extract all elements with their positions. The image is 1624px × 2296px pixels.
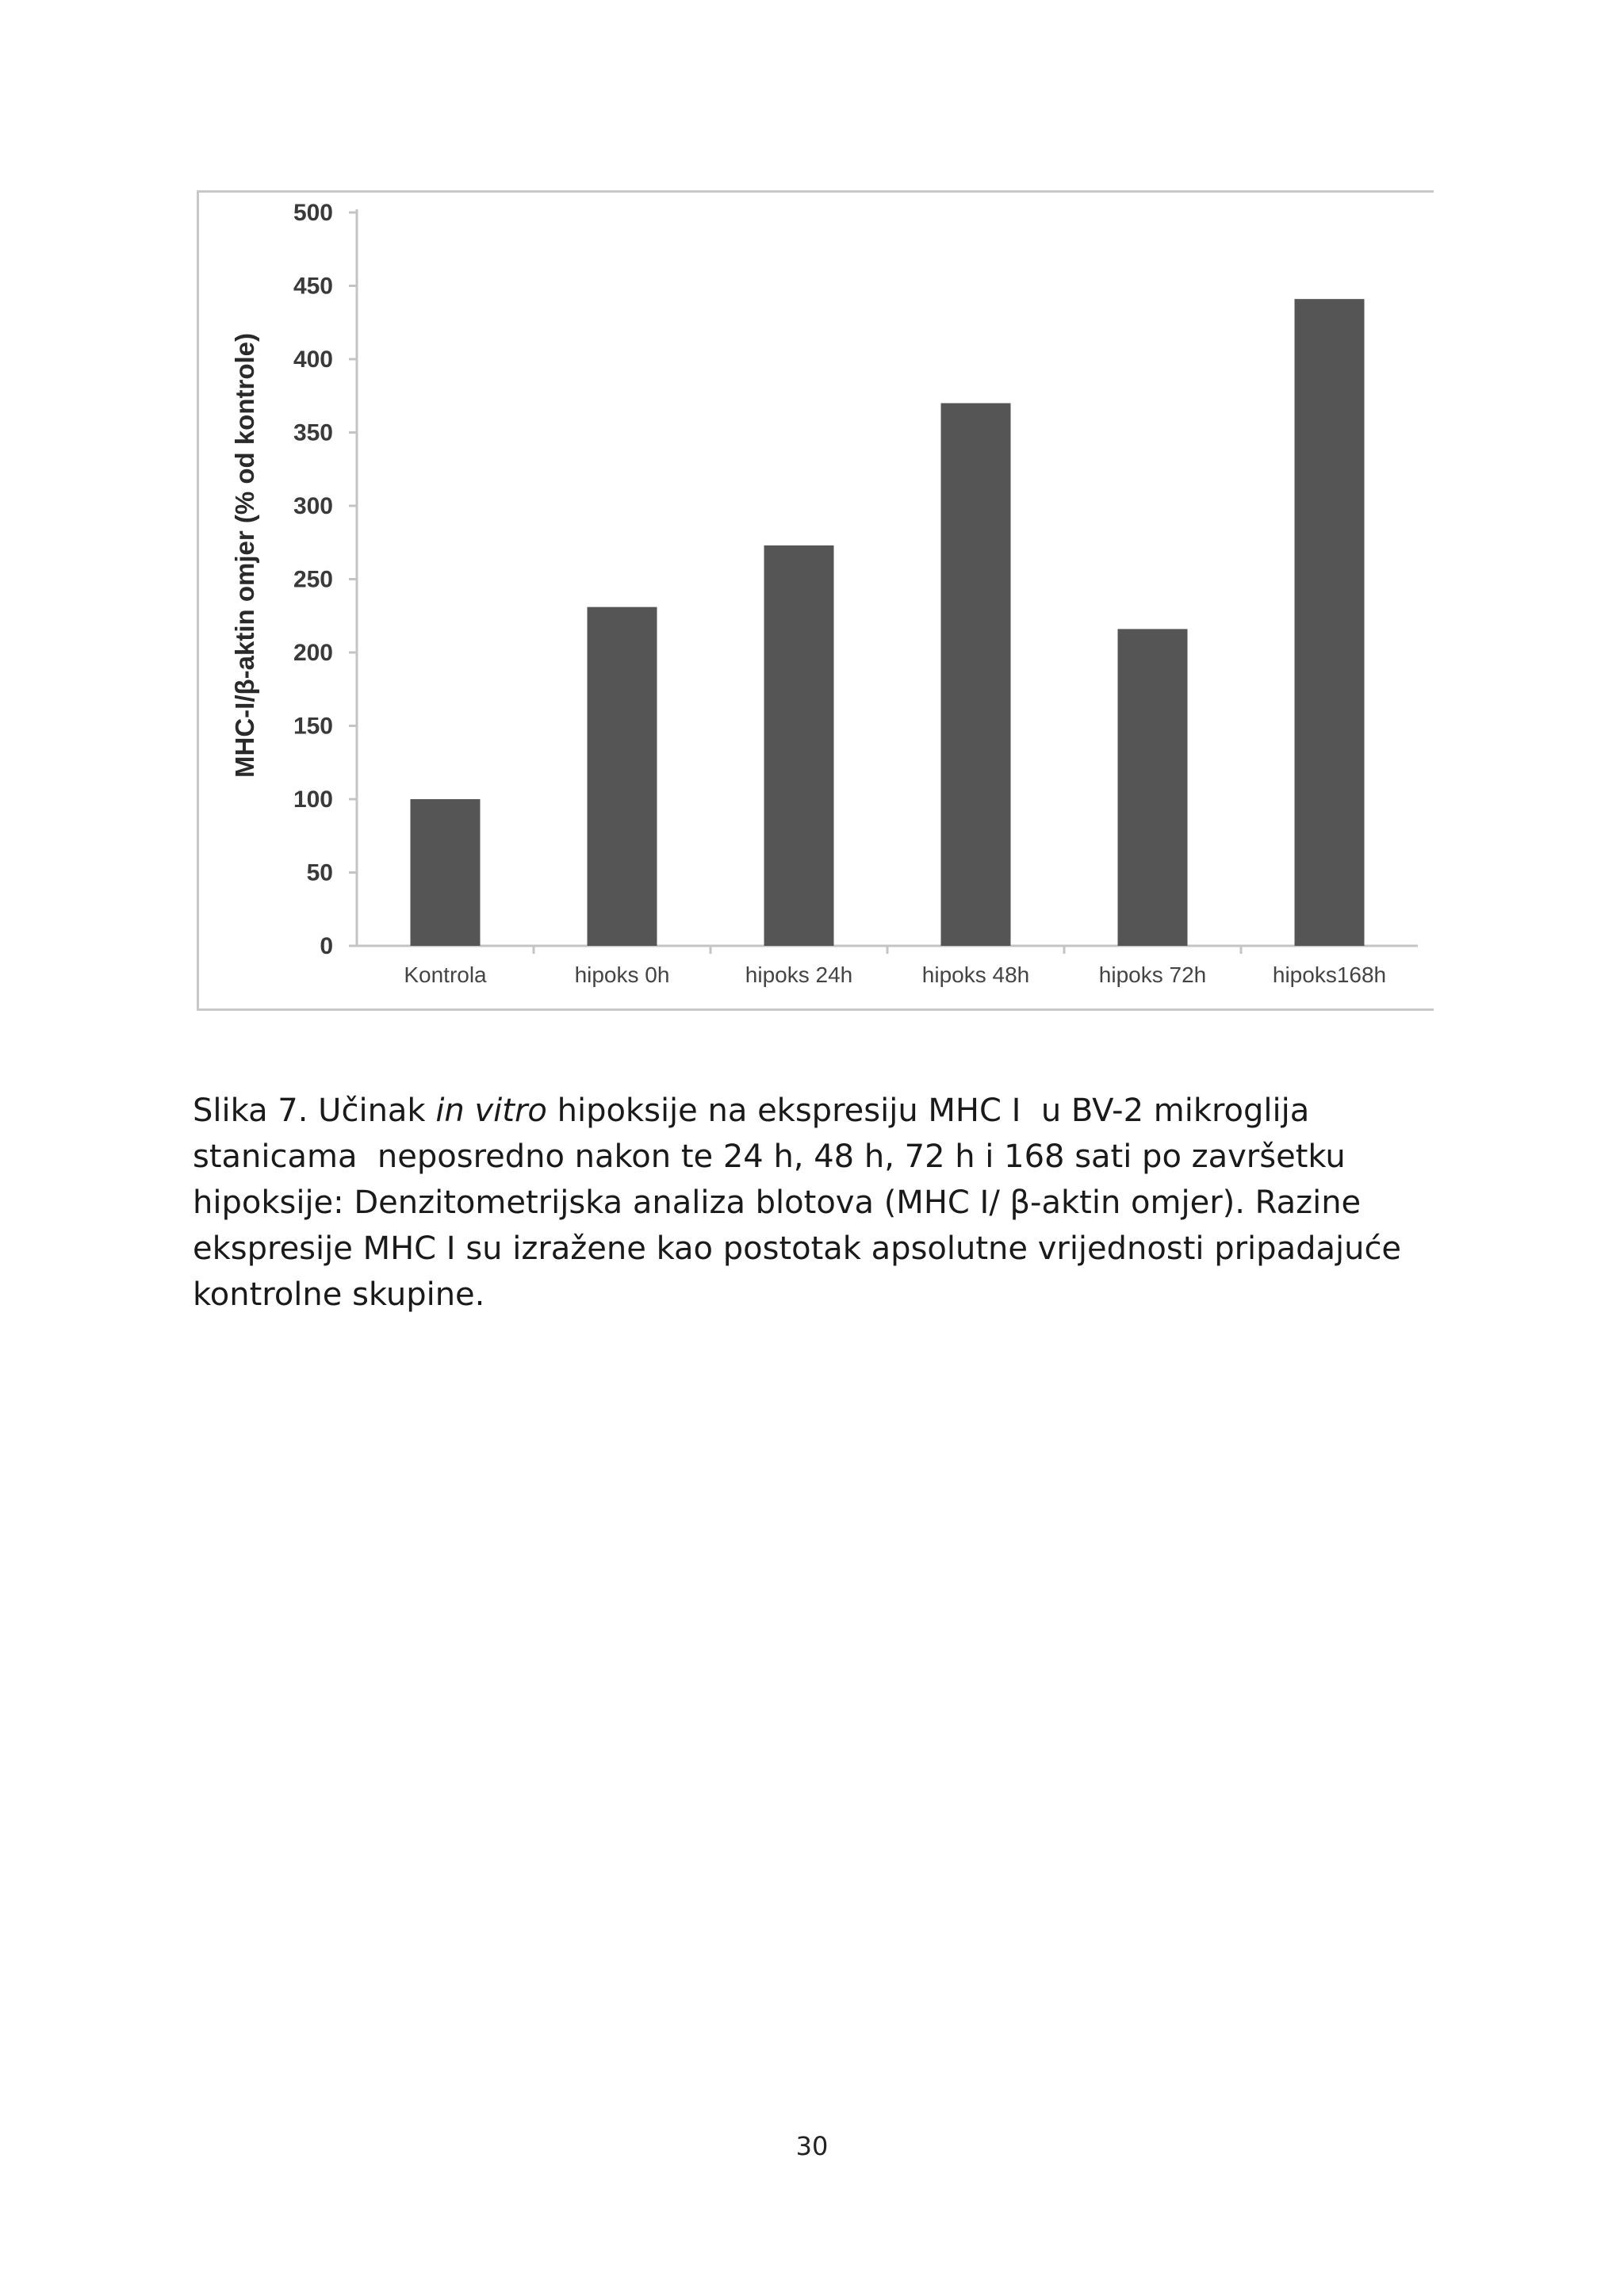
x-tick-label: hipoks 48h	[921, 962, 1030, 987]
x-tick-label: hipoks 0h	[574, 962, 670, 987]
bar	[1295, 299, 1365, 946]
bar	[764, 545, 834, 946]
y-tick-label: 350	[293, 419, 333, 446]
y-tick-label: 400	[293, 346, 333, 373]
bar	[411, 799, 481, 946]
caption-text: hipoksije na ekspresiju MHC I u BV-2 mikroglija stanicama neposredno nakon te 24 h, 48 h, 72 h i 168 sati po završetku hipoksije: Denzitometrijska analiza blotova (MHC I/ β-aktin omjer). Razine ekspresije MHC I su izražene kao postotak apsolutne vrijednosti pripadajuće kontrolne skupine.	[193, 1093, 1411, 1313]
y-axis-label: MHC-I/β-aktin omjer (% od kontrole)	[230, 333, 259, 778]
x-tick-label: Kontrola	[404, 962, 487, 987]
bar	[941, 404, 1011, 947]
x-tick-label: hipoks 72h	[1098, 962, 1207, 987]
y-tick-label: 150	[293, 713, 333, 740]
bars	[411, 299, 1365, 946]
x-labels	[404, 962, 1386, 987]
y-tick-label: 300	[293, 493, 333, 519]
caption-prefix: Slika 7. Učinak	[193, 1093, 436, 1129]
bar-chart	[197, 190, 1434, 1011]
y-tick-label: 0	[320, 933, 333, 959]
bar	[1118, 629, 1188, 946]
figure-caption	[193, 1088, 1446, 1318]
chart-axes	[357, 209, 1418, 954]
x-tick-label: hipoks168h	[1272, 962, 1387, 987]
x-tick-label: hipoks 24h	[745, 962, 853, 987]
y-ticks	[293, 200, 357, 959]
y-tick-label: 250	[293, 566, 333, 593]
y-tick-label: 200	[293, 640, 333, 666]
caption-italic: in vitro	[435, 1093, 547, 1129]
y-axis-title	[230, 333, 259, 778]
y-tick-label: 450	[293, 273, 333, 300]
bar	[588, 607, 657, 946]
y-tick-label: 500	[293, 200, 333, 226]
page-number: 30	[795, 2131, 829, 2161]
y-tick-label: 50	[306, 859, 333, 886]
y-tick-label: 100	[293, 786, 333, 813]
